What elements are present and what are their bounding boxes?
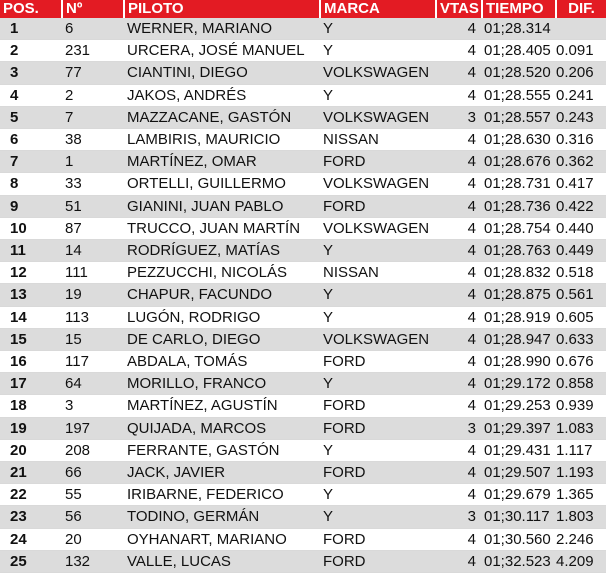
- driver-name-cell: JACK, JAVIER: [124, 462, 320, 484]
- driver-name-cell: JAKOS, ANDRÉS: [124, 84, 320, 106]
- brand-cell: FORD: [320, 351, 436, 373]
- car-number-cell: 87: [62, 217, 124, 239]
- laps-cell: 4: [436, 284, 482, 306]
- brand-cell: Y: [320, 18, 436, 40]
- header-number: Nº: [62, 0, 124, 18]
- laps-cell: 4: [436, 217, 482, 239]
- car-number-cell: 113: [62, 306, 124, 328]
- driver-name-cell: WERNER, MARIANO: [124, 18, 320, 40]
- laps-cell: 4: [436, 262, 482, 284]
- driver-name-cell: LUGÓN, RODRIGO: [124, 306, 320, 328]
- time-cell: 01;28.736: [482, 195, 556, 217]
- diff-cell: 0.091: [556, 40, 606, 62]
- driver-name-cell: CHAPUR, FACUNDO: [124, 284, 320, 306]
- table-row: [0, 351, 606, 373]
- driver-name-cell: IRIBARNE, FEDERICO: [124, 484, 320, 506]
- brand-cell: Y: [320, 306, 436, 328]
- time-cell: 01;30.117: [482, 506, 556, 528]
- car-number-cell: 56: [62, 506, 124, 528]
- time-cell: 01;29.507: [482, 462, 556, 484]
- brand-cell: VOLKSWAGEN: [320, 217, 436, 239]
- car-number-cell: 19: [62, 284, 124, 306]
- time-cell: 01;29.679: [482, 484, 556, 506]
- time-cell: 01;28.555: [482, 84, 556, 106]
- time-cell: 01;29.253: [482, 395, 556, 417]
- table-row: [0, 506, 606, 528]
- table-row: [0, 62, 606, 84]
- driver-name-cell: OYHANART, MARIANO: [124, 528, 320, 550]
- diff-cell: 0.362: [556, 151, 606, 173]
- table-row: [0, 439, 606, 461]
- diff-cell: 0.316: [556, 129, 606, 151]
- table-row: [0, 240, 606, 262]
- time-cell: 01;28.557: [482, 106, 556, 128]
- laps-cell: 4: [436, 550, 482, 572]
- header-driver: PILOTO: [124, 0, 320, 18]
- car-number-cell: 117: [62, 351, 124, 373]
- car-number-cell: 77: [62, 62, 124, 84]
- time-cell: 01;28.754: [482, 217, 556, 239]
- diff-cell: 0.422: [556, 195, 606, 217]
- table-header: [0, 0, 606, 18]
- brand-cell: FORD: [320, 395, 436, 417]
- header-laps: VTAS: [436, 0, 482, 18]
- position-cell: 25: [0, 550, 62, 572]
- table-row: [0, 106, 606, 128]
- driver-name-cell: TODINO, GERMÁN: [124, 506, 320, 528]
- driver-name-cell: MARTÍNEZ, AGUSTÍN: [124, 395, 320, 417]
- position-cell: 19: [0, 417, 62, 439]
- brand-cell: FORD: [320, 550, 436, 572]
- position-cell: 17: [0, 373, 62, 395]
- position-cell: 16: [0, 351, 62, 373]
- time-cell: 01;28.763: [482, 240, 556, 262]
- table-row: [0, 195, 606, 217]
- brand-cell: FORD: [320, 528, 436, 550]
- position-cell: 18: [0, 395, 62, 417]
- car-number-cell: 3: [62, 395, 124, 417]
- diff-cell: 1.117: [556, 439, 606, 461]
- driver-name-cell: CIANTINI, DIEGO: [124, 62, 320, 84]
- laps-cell: 4: [436, 62, 482, 84]
- car-number-cell: 14: [62, 240, 124, 262]
- time-cell: 01;28.875: [482, 284, 556, 306]
- header-row: [0, 0, 606, 18]
- diff-cell: 0.605: [556, 306, 606, 328]
- car-number-cell: 7: [62, 106, 124, 128]
- driver-name-cell: GIANINI, JUAN PABLO: [124, 195, 320, 217]
- time-cell: 01;28.731: [482, 173, 556, 195]
- table-row: [0, 217, 606, 239]
- table-row: [0, 84, 606, 106]
- diff-cell: 1.803: [556, 506, 606, 528]
- diff-cell: 4.209: [556, 550, 606, 572]
- driver-name-cell: DE CARLO, DIEGO: [124, 328, 320, 350]
- car-number-cell: 38: [62, 129, 124, 151]
- position-cell: 9: [0, 195, 62, 217]
- brand-cell: Y: [320, 373, 436, 395]
- table-row: [0, 40, 606, 62]
- diff-cell: 0.417: [556, 173, 606, 195]
- position-cell: 2: [0, 40, 62, 62]
- position-cell: 5: [0, 106, 62, 128]
- laps-cell: 4: [436, 240, 482, 262]
- brand-cell: NISSAN: [320, 129, 436, 151]
- laps-cell: 4: [436, 129, 482, 151]
- position-cell: 23: [0, 506, 62, 528]
- position-cell: 6: [0, 129, 62, 151]
- time-cell: 01;28.919: [482, 306, 556, 328]
- position-cell: 1: [0, 18, 62, 40]
- car-number-cell: 231: [62, 40, 124, 62]
- time-cell: 01;28.676: [482, 151, 556, 173]
- brand-cell: FORD: [320, 417, 436, 439]
- brand-cell: Y: [320, 484, 436, 506]
- time-cell: 01;28.405: [482, 40, 556, 62]
- table-row: [0, 173, 606, 195]
- time-cell: 01;29.172: [482, 373, 556, 395]
- time-cell: 01;28.520: [482, 62, 556, 84]
- car-number-cell: 20: [62, 528, 124, 550]
- driver-name-cell: ORTELLI, GUILLERMO: [124, 173, 320, 195]
- laps-cell: 4: [436, 173, 482, 195]
- car-number-cell: 64: [62, 373, 124, 395]
- diff-cell: 0.858: [556, 373, 606, 395]
- position-cell: 8: [0, 173, 62, 195]
- car-number-cell: 6: [62, 18, 124, 40]
- car-number-cell: 197: [62, 417, 124, 439]
- position-cell: 11: [0, 240, 62, 262]
- car-number-cell: 132: [62, 550, 124, 572]
- brand-cell: Y: [320, 284, 436, 306]
- laps-cell: 4: [436, 462, 482, 484]
- table-row: [0, 417, 606, 439]
- position-cell: 12: [0, 262, 62, 284]
- header-time: TIEMPO: [482, 0, 556, 18]
- laps-cell: 4: [436, 18, 482, 40]
- time-cell: 01;28.314: [482, 18, 556, 40]
- table-row: [0, 151, 606, 173]
- driver-name-cell: LAMBIRIS, MAURICIO: [124, 129, 320, 151]
- brand-cell: Y: [320, 84, 436, 106]
- laps-cell: 3: [436, 417, 482, 439]
- position-cell: 13: [0, 284, 62, 306]
- car-number-cell: 51: [62, 195, 124, 217]
- driver-name-cell: FERRANTE, GASTÓN: [124, 439, 320, 461]
- diff-cell: 0.518: [556, 262, 606, 284]
- car-number-cell: 2: [62, 84, 124, 106]
- car-number-cell: 111: [62, 262, 124, 284]
- diff-cell: 1.365: [556, 484, 606, 506]
- position-cell: 20: [0, 439, 62, 461]
- position-cell: 10: [0, 217, 62, 239]
- diff-cell: 0.440: [556, 217, 606, 239]
- header-pos: POS.: [0, 0, 62, 18]
- driver-name-cell: VALLE, LUCAS: [124, 550, 320, 572]
- diff-cell: 1.193: [556, 462, 606, 484]
- diff-cell: 1.083: [556, 417, 606, 439]
- diff-cell: 0.939: [556, 395, 606, 417]
- table-row: [0, 306, 606, 328]
- diff-cell: 0.243: [556, 106, 606, 128]
- time-cell: 01;28.832: [482, 262, 556, 284]
- brand-cell: VOLKSWAGEN: [320, 173, 436, 195]
- diff-cell: 0.449: [556, 240, 606, 262]
- time-cell: 01;29.397: [482, 417, 556, 439]
- laps-cell: 4: [436, 40, 482, 62]
- table-body: [0, 18, 606, 573]
- table-row: [0, 18, 606, 40]
- laps-cell: 3: [436, 506, 482, 528]
- driver-name-cell: MAZZACANE, GASTÓN: [124, 106, 320, 128]
- brand-cell: FORD: [320, 462, 436, 484]
- brand-cell: Y: [320, 506, 436, 528]
- position-cell: 21: [0, 462, 62, 484]
- position-cell: 14: [0, 306, 62, 328]
- table-row: [0, 328, 606, 350]
- position-cell: 24: [0, 528, 62, 550]
- laps-cell: 4: [436, 195, 482, 217]
- position-cell: 22: [0, 484, 62, 506]
- driver-name-cell: URCERA, JOSÉ MANUEL: [124, 40, 320, 62]
- laps-cell: 4: [436, 484, 482, 506]
- table-row: [0, 528, 606, 550]
- laps-cell: 4: [436, 528, 482, 550]
- laps-cell: 4: [436, 151, 482, 173]
- car-number-cell: 1: [62, 151, 124, 173]
- diff-cell: 0.206: [556, 62, 606, 84]
- driver-name-cell: ABDALA, TOMÁS: [124, 351, 320, 373]
- position-cell: 7: [0, 151, 62, 173]
- table-row: [0, 462, 606, 484]
- car-number-cell: 33: [62, 173, 124, 195]
- time-cell: 01;29.431: [482, 439, 556, 461]
- brand-cell: Y: [320, 240, 436, 262]
- table-row: [0, 550, 606, 572]
- table-row: [0, 395, 606, 417]
- laps-cell: 4: [436, 306, 482, 328]
- time-cell: 01;28.630: [482, 129, 556, 151]
- diff-cell: 0.241: [556, 84, 606, 106]
- header-diff: DIF.: [556, 0, 606, 18]
- brand-cell: Y: [320, 439, 436, 461]
- brand-cell: VOLKSWAGEN: [320, 106, 436, 128]
- brand-cell: FORD: [320, 151, 436, 173]
- driver-name-cell: MORILLO, FRANCO: [124, 373, 320, 395]
- time-cell: 01;32.523: [482, 550, 556, 572]
- laps-cell: 4: [436, 395, 482, 417]
- table-row: [0, 129, 606, 151]
- laps-cell: 4: [436, 84, 482, 106]
- brand-cell: Y: [320, 40, 436, 62]
- driver-name-cell: RODRÍGUEZ, MATÍAS: [124, 240, 320, 262]
- laps-cell: 3: [436, 106, 482, 128]
- car-number-cell: 208: [62, 439, 124, 461]
- diff-cell: 0.676: [556, 351, 606, 373]
- diff-cell: [556, 18, 606, 40]
- driver-name-cell: PEZZUCCHI, NICOLÁS: [124, 262, 320, 284]
- time-cell: 01;28.947: [482, 328, 556, 350]
- car-number-cell: 15: [62, 328, 124, 350]
- diff-cell: 2.246: [556, 528, 606, 550]
- laps-cell: 4: [436, 351, 482, 373]
- driver-name-cell: MARTÍNEZ, OMAR: [124, 151, 320, 173]
- diff-cell: 0.561: [556, 284, 606, 306]
- time-cell: 01;30.560: [482, 528, 556, 550]
- diff-cell: 0.633: [556, 328, 606, 350]
- brand-cell: NISSAN: [320, 262, 436, 284]
- brand-cell: VOLKSWAGEN: [320, 62, 436, 84]
- car-number-cell: 66: [62, 462, 124, 484]
- car-number-cell: 55: [62, 484, 124, 506]
- header-brand: MARCA: [320, 0, 436, 18]
- brand-cell: FORD: [320, 195, 436, 217]
- brand-cell: VOLKSWAGEN: [320, 328, 436, 350]
- table-row: [0, 484, 606, 506]
- position-cell: 4: [0, 84, 62, 106]
- laps-cell: 4: [436, 328, 482, 350]
- driver-name-cell: QUIJADA, MARCOS: [124, 417, 320, 439]
- position-cell: 3: [0, 62, 62, 84]
- time-cell: 01;28.990: [482, 351, 556, 373]
- laps-cell: 4: [436, 373, 482, 395]
- table-row: [0, 262, 606, 284]
- table-row: [0, 284, 606, 306]
- driver-name-cell: TRUCCO, JUAN MARTÍN: [124, 217, 320, 239]
- position-cell: 15: [0, 328, 62, 350]
- laps-cell: 4: [436, 439, 482, 461]
- table-row: [0, 373, 606, 395]
